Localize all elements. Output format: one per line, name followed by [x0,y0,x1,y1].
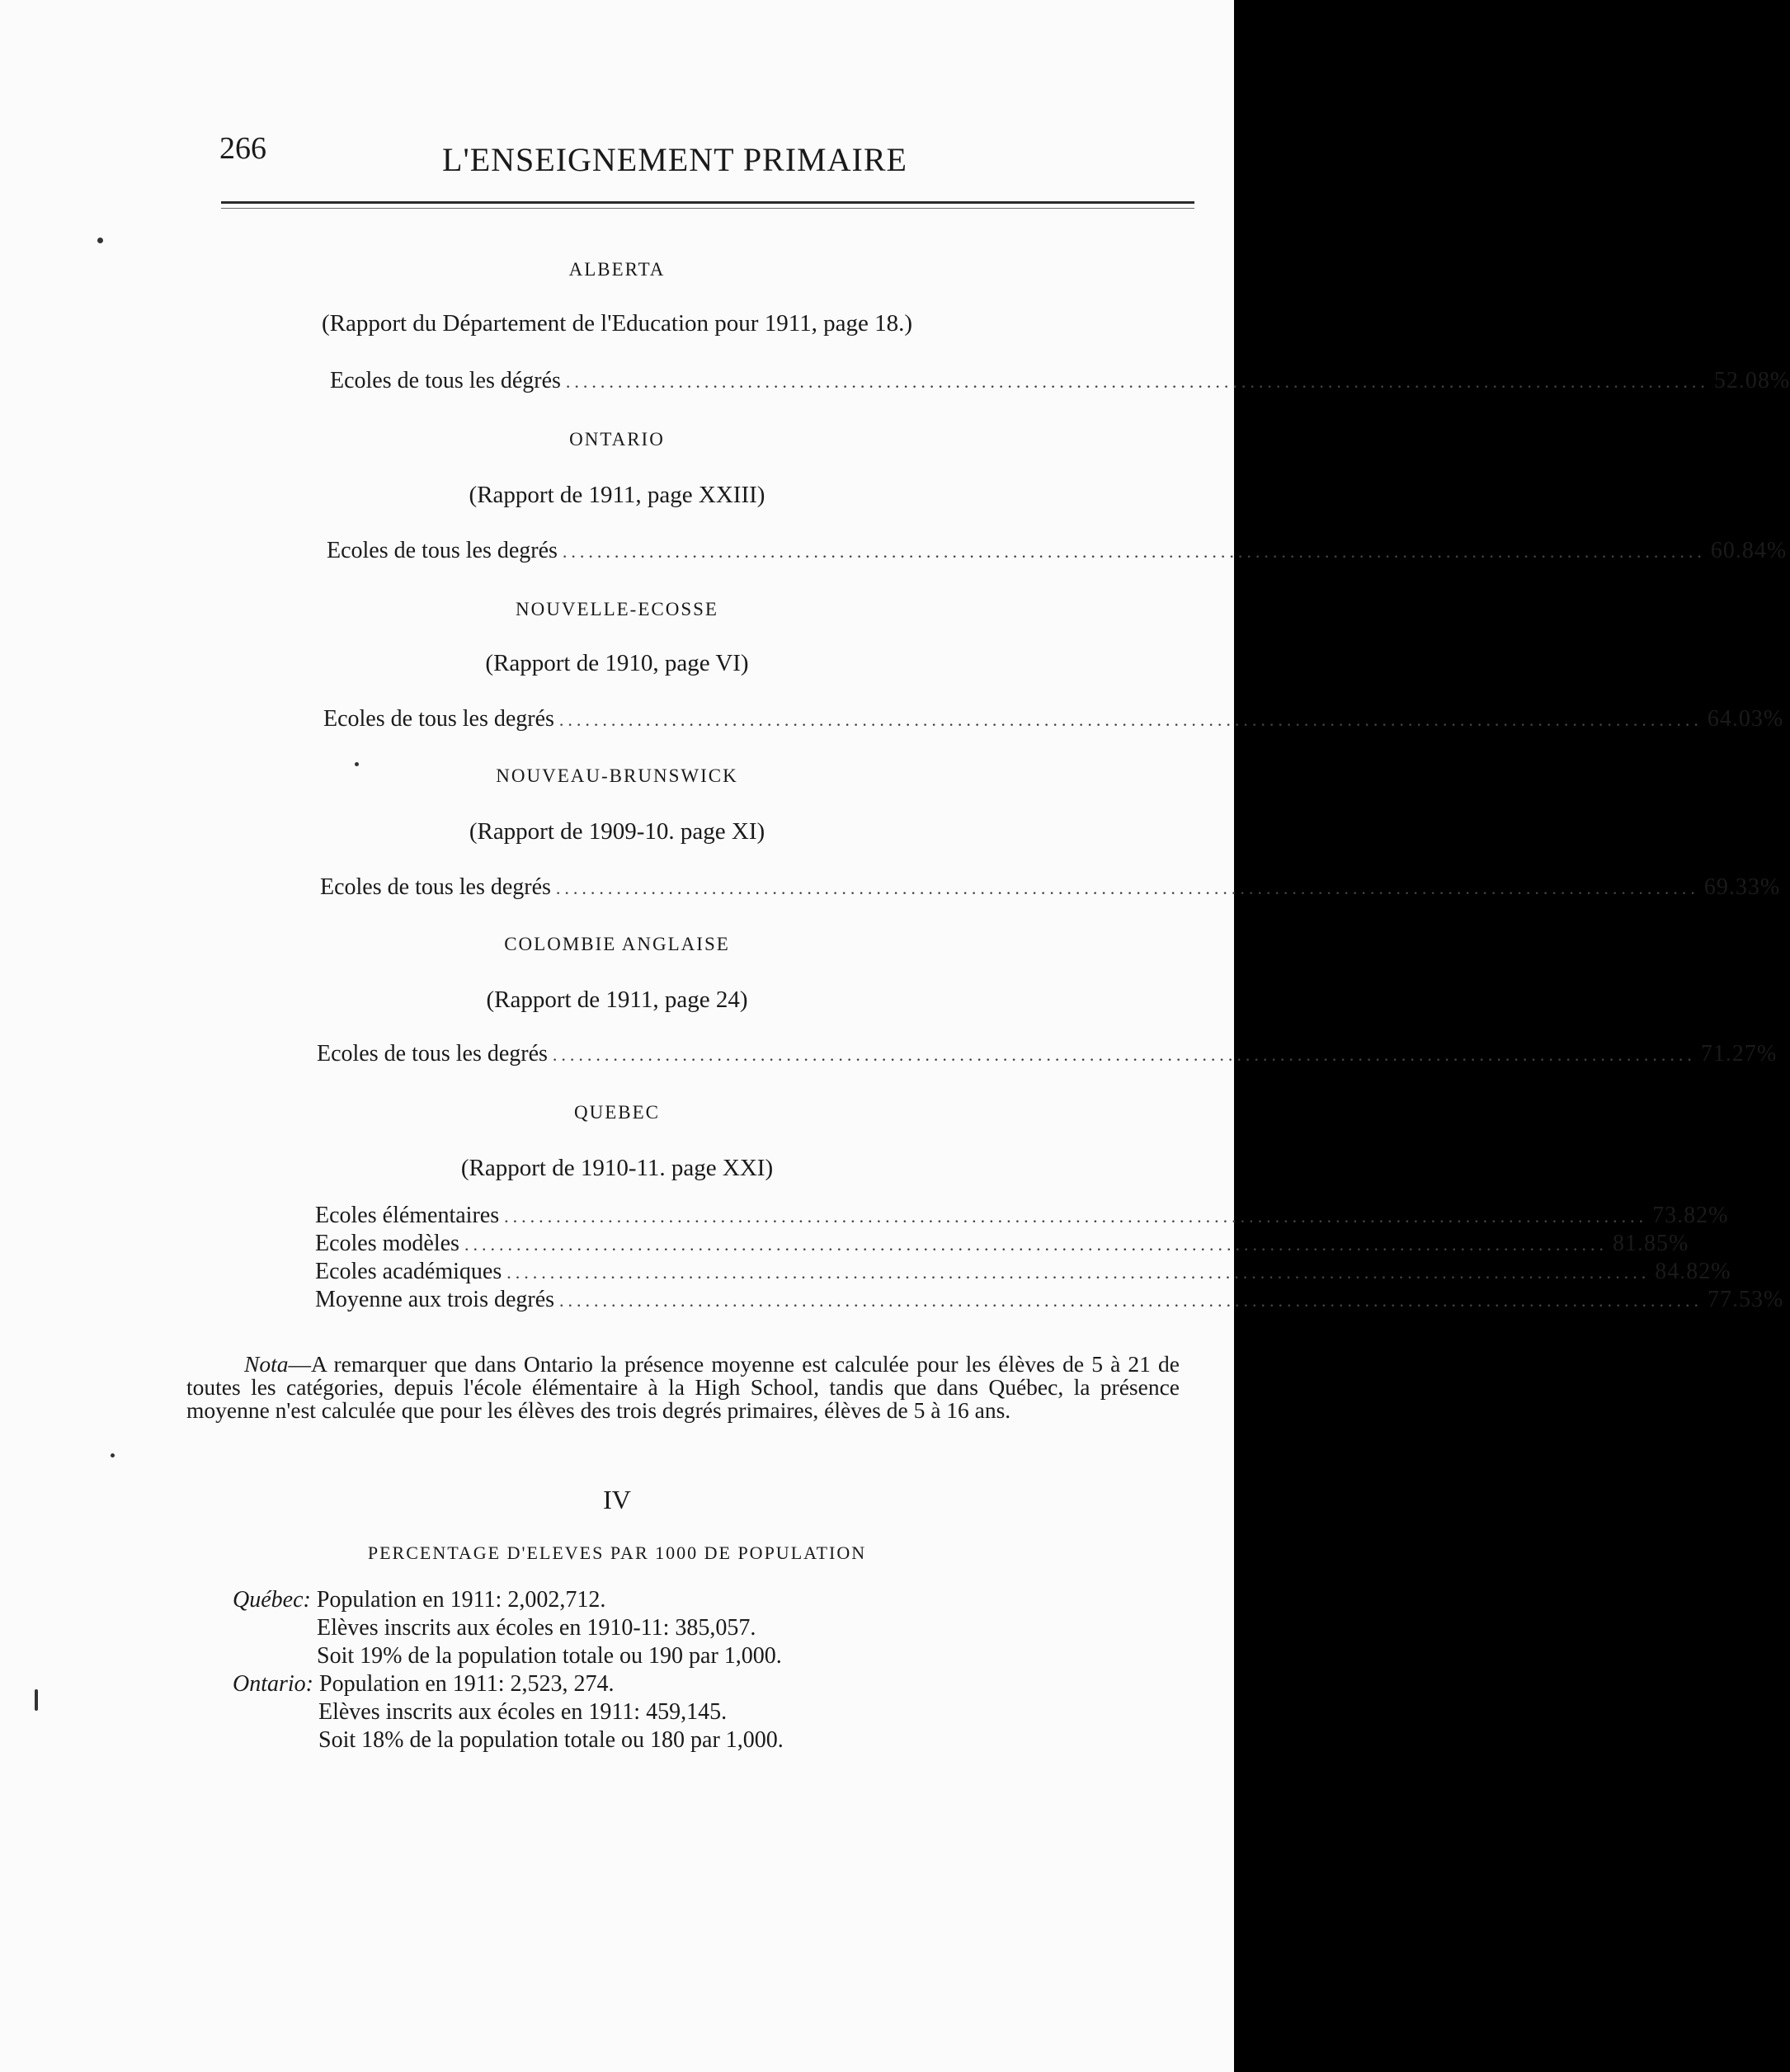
scan-speck [355,762,359,766]
stat-line [233,1587,605,1613]
row-label: Ecoles de tous les degrés [327,538,558,563]
data-row [320,874,1781,901]
row-label: Ecoles de tous les dégrés [330,368,561,393]
data-row [330,368,1790,394]
row-label: Ecoles de tous les degrés [320,874,551,900]
row-label: Ecoles de tous les degrés [323,706,554,732]
leader-dots: .................................................................................................................................... [504,1206,1648,1227]
stat-line [317,1615,756,1641]
header-rule [221,201,1194,204]
section-heading-alberta: ALBERTA [568,259,666,280]
scan-speck [35,1689,38,1711]
stat-text: Soit 19% de la population totale ou 190 par 1,000. [317,1643,782,1669]
section-heading-nouvelle-ecosse: NOUVELLE-ECOSSE [516,599,718,619]
nota-label: Nota [244,1351,289,1377]
row-value: 77.53% [1708,1287,1784,1312]
section-source-nouvelle-ecosse: (Rapport de 1910, page VI) [485,650,749,676]
leader-dots: .................................................................................................................................... [555,878,1699,898]
row-label: Ecoles élémentaires [315,1203,500,1228]
leader-dots: .................................................................................................................................... [562,541,1706,562]
data-row [317,1041,1778,1067]
row-value: 73.82% [1652,1203,1729,1228]
running-head: L'ENSEIGNEMENT PRIMAIRE [442,141,907,178]
row-value: 71.27% [1700,1041,1778,1067]
data-row [315,1231,1689,1257]
stat-text: Population en 1911: 2,002,712. [316,1587,606,1613]
section-heading-ontario: ONTARIO [569,429,665,450]
scan-speck [111,1453,115,1457]
section-source-alberta: (Rapport du Département de l'Education pour 1911, page 18.) [321,310,913,337]
section-heading-colombie-anglaise: COLOMBIE ANGLAISE [504,934,730,954]
leader-dots: .................................................................................................................................... [565,371,1709,392]
stat-text: Soit 18% de la population totale ou 180 par 1,000. [318,1727,784,1753]
data-row [315,1203,1729,1229]
section-heading-nouveau-brunswick: NOUVEAU-BRUNSWICK [496,765,738,786]
section-number: IV [603,1485,631,1514]
section-source-colombie-anglaise: (Rapport de 1911, page 24) [486,987,748,1013]
province-label: Ontario: [233,1671,313,1697]
row-label: Ecoles de tous les degrés [317,1041,548,1067]
leader-dots: .................................................................................................................................... [552,1044,1696,1065]
row-label: Ecoles modèles [315,1231,459,1256]
section-heading-quebec: QUEBEC [574,1102,660,1123]
row-value: 84.82% [1655,1259,1731,1284]
stat-line [317,1643,782,1669]
page-number: 266 [219,131,266,166]
row-value: 69.33% [1703,874,1781,900]
row-value: 81.85% [1612,1231,1689,1256]
stat-line [318,1699,727,1726]
stat-text: Population en 1911: 2,523, 274. [319,1671,615,1697]
data-row [315,1259,1731,1285]
leader-dots: .................................................................................................................................... [558,709,1703,730]
row-label: Moyenne aux trois degrés [315,1287,555,1312]
nota-paragraph [186,1353,1180,1422]
province-label: Québec: [233,1587,311,1613]
row-value: 60.84% [1710,538,1788,563]
leader-dots: .................................................................................................................................... [506,1262,1651,1283]
nota-text: —A remarquer que dans Ontario la présence moyenne est calculée pour les élèves de 5 à 21 de toutes les catégories, depuis l'école élémentaire à la High School, tandis que dans Québec, la présence moyenne n'est calculée que pour les élèves des trois degrés primaires, élèves de 5 à 16 ans. [186,1351,1180,1423]
scan-speck [97,238,103,243]
stat-text: Elèves inscrits aux écoles en 1910-11: 385,057. [317,1615,756,1641]
row-value: 64.03% [1707,706,1784,732]
section-source-ontario: (Rapport de 1911, page XXIII) [469,482,765,508]
leader-dots: .................................................................................................................................... [559,1290,1703,1311]
data-row [323,706,1784,732]
leader-dots: .................................................................................................................................... [464,1234,1608,1255]
header-rule-thin [221,208,1194,209]
part-heading: PERCENTAGE D'ELEVES PAR 1000 DE POPULATION [367,1542,867,1563]
row-label: Ecoles académiques [315,1259,502,1284]
row-value: 52.08% [1713,368,1790,393]
section-source-quebec: (Rapport de 1910-11. page XXI) [460,1155,774,1181]
section-source-nouveau-brunswick: (Rapport de 1909-10. page XI) [469,818,765,845]
stat-text: Elèves inscrits aux écoles en 1911: 459,145. [318,1699,728,1725]
stat-line [318,1727,784,1754]
data-row [315,1287,1784,1313]
data-row [327,538,1788,564]
stat-line [233,1671,615,1698]
